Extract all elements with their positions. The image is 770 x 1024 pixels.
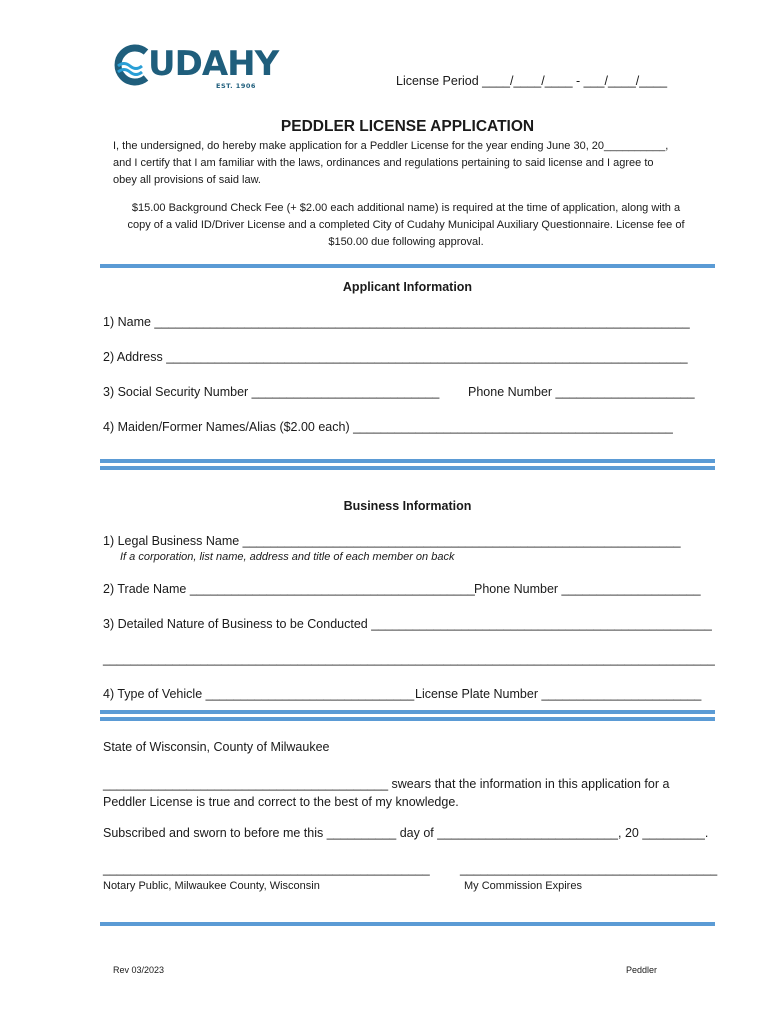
fee-paragraph <box>100 200 712 251</box>
alias-field[interactable]: 4) Maiden/Former Names/Alias ($2.00 each) ______________________________________________ <box>103 420 673 434</box>
notary-label: Notary Public, Milwaukee County, Wisconsin <box>103 880 320 892</box>
intro-line-3: obey all provisions of said law. <box>113 174 261 186</box>
logo-est: EST. 1906 <box>216 82 256 90</box>
intro-line-1: I, the undersigned, do hereby make application for a Peddler License for the year ending June 30, 20__________, <box>113 140 669 152</box>
swear-line-2: Peddler License is true and correct to the best of my knowledge. <box>103 795 459 809</box>
form-name: Peddler <box>626 965 658 975</box>
name-field[interactable]: 1) Name _____________________________________________________________________________ <box>103 315 690 329</box>
vehicle-type-field[interactable]: 4) Type of Vehicle ______________________________ <box>103 687 415 701</box>
applicant-heading: Applicant Information <box>342 280 473 294</box>
divider <box>100 264 715 268</box>
swear-statement <box>103 775 669 811</box>
nature-of-business-line-2[interactable]: ________________________________________________________________________________________ <box>103 652 715 666</box>
ssn-field[interactable]: 3) Social Security Number ___________________________ <box>103 385 440 399</box>
legal-name-note: If a corporation, list name, address and title of each member on back <box>120 551 455 563</box>
license-plate-field[interactable]: License Plate Number _______________________ <box>415 687 702 701</box>
cudahy-logo <box>112 42 279 92</box>
commission-expires-line[interactable]: _____________________________________ <box>460 862 718 876</box>
business-phone-field[interactable]: Phone Number ____________________ <box>474 582 701 596</box>
fee-line-3: $150.00 due following approval. <box>328 236 484 248</box>
address-field[interactable]: 2) Address ___________________________________________________________________________ <box>103 350 688 364</box>
subscribed-sworn-line[interactable]: Subscribed and sworn to before me this __________ day of __________________________, 20 _________. <box>103 826 709 840</box>
commission-label: My Commission Expires <box>464 880 582 892</box>
divider <box>100 922 715 926</box>
license-period: License Period ____/____/____ - ___/____/____ <box>396 74 668 88</box>
intro-line-2: and I certify that I am familiar with the laws, ordinances and regulations pertaining to said license and I agree to <box>113 157 654 169</box>
swear-line-1[interactable]: _________________________________________ swears that the information in this application for a <box>103 777 670 791</box>
fee-line-1: $15.00 Background Check Fee (+ $2.00 each additional name) is required at the time of application, along with a <box>131 202 681 214</box>
legal-business-name-field[interactable]: 1) Legal Business Name _______________________________________________________________ <box>103 534 681 548</box>
nature-of-business-field[interactable]: 3) Detailed Nature of Business to be Conducted _________________________________________________ <box>103 617 712 631</box>
divider <box>100 710 715 721</box>
logo-text: UDAHY <box>148 44 279 84</box>
logo-wave-icon <box>112 44 152 86</box>
revision-date: Rev 03/2023 <box>113 965 165 975</box>
fee-line-2: copy of a valid ID/Driver License and a completed City of Cudahy Municipal Auxiliary Questionnaire. License fee of <box>127 219 685 231</box>
notary-signature-line[interactable]: _______________________________________________ <box>103 862 430 876</box>
intro-paragraph <box>113 138 668 189</box>
applicant-phone-field[interactable]: Phone Number ____________________ <box>468 385 695 399</box>
state-county: State of Wisconsin, County of Milwaukee <box>103 740 330 754</box>
page-title: PEDDLER LICENSE APPLICATION <box>280 118 535 135</box>
divider <box>100 459 715 470</box>
trade-name-field[interactable]: 2) Trade Name _________________________________________ <box>103 582 475 596</box>
business-heading: Business Information <box>343 499 472 513</box>
